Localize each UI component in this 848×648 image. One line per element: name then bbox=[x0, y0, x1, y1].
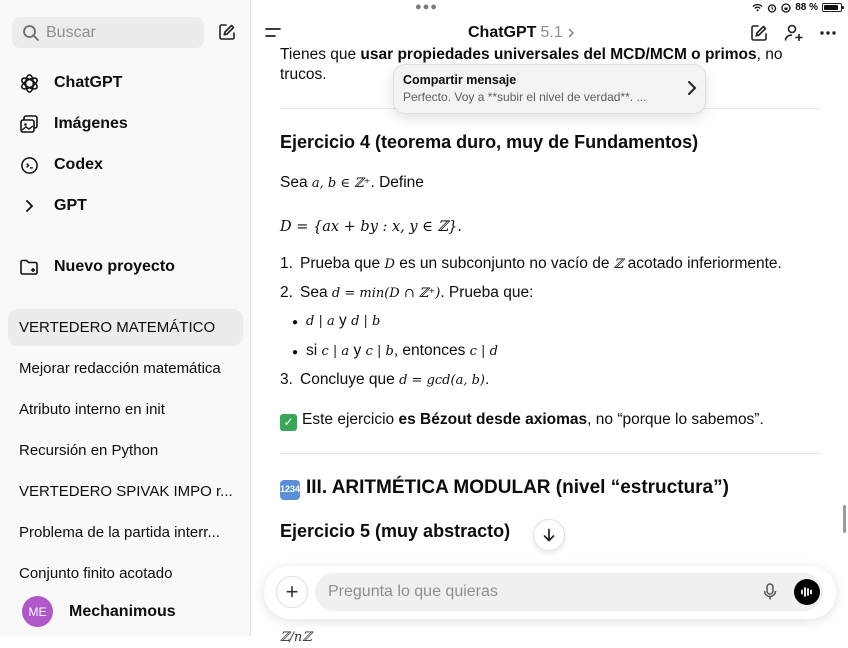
codex-icon bbox=[18, 154, 40, 176]
openai-logo-icon bbox=[18, 72, 40, 94]
model-selector[interactable] bbox=[468, 24, 575, 42]
text-span: , entonces bbox=[393, 342, 470, 359]
voice-mode-button[interactable] bbox=[794, 579, 820, 605]
math-inline: D bbox=[384, 257, 395, 272]
search-field[interactable] bbox=[12, 17, 204, 48]
sidebar-item-label: ChatGPT bbox=[54, 74, 123, 91]
more-icon[interactable] bbox=[820, 31, 836, 35]
section-3-heading bbox=[280, 477, 729, 500]
text-span: , no “porque lo sabemos”. bbox=[587, 411, 764, 428]
compose-icon[interactable] bbox=[750, 24, 768, 42]
chat-title: VERTEDERO MATEMÁTICO bbox=[19, 319, 216, 336]
text-span: , no bbox=[756, 46, 783, 63]
list-item bbox=[280, 284, 533, 302]
sidebar-item-label: GPT bbox=[54, 197, 87, 214]
text-span: Sea bbox=[300, 284, 332, 301]
text-span: . bbox=[484, 371, 490, 388]
waveform-icon bbox=[800, 586, 814, 598]
sidebar-item-label: Imágenes bbox=[54, 115, 128, 132]
model-version: 5.1 bbox=[540, 24, 563, 41]
math-inline: c | d bbox=[469, 344, 498, 359]
math-inline: d = min(D ∩ ℤ⁺) bbox=[331, 286, 441, 301]
battery-percent: 88 % bbox=[795, 2, 818, 13]
math-inline: ℤ/nℤ bbox=[280, 630, 312, 645]
numbers-emoji-icon: 1234 bbox=[280, 480, 300, 500]
exercise-5-heading: Ejercicio 5 (muy abstracto) bbox=[280, 521, 511, 541]
list-item bbox=[280, 371, 489, 389]
message-paragraph bbox=[280, 65, 327, 85]
chat-title: Conjunto finito acotado bbox=[19, 565, 173, 582]
app-title: ChatGPT bbox=[468, 24, 537, 41]
prompt-placeholder: Pregunta lo que quieras bbox=[328, 583, 498, 600]
search-placeholder: Buscar bbox=[46, 23, 96, 41]
list-item bbox=[292, 342, 498, 360]
text-span: acotado inferiormente. bbox=[623, 255, 782, 272]
chevron-right-icon bbox=[567, 27, 575, 39]
compose-icon bbox=[218, 23, 236, 41]
text-span: . Define bbox=[370, 174, 424, 191]
partial-text bbox=[280, 627, 312, 648]
text-span: . Prueba que: bbox=[440, 284, 534, 301]
text-span: Concluye que bbox=[300, 371, 400, 388]
share-message-popup[interactable] bbox=[393, 64, 706, 114]
topbar-actions bbox=[750, 24, 836, 42]
plus-icon: + bbox=[285, 579, 299, 604]
chat-item[interactable] bbox=[8, 350, 243, 387]
math-inline: c | b bbox=[365, 344, 394, 359]
search-icon bbox=[22, 24, 40, 42]
text-span: es un subconjunto no vacío de bbox=[394, 255, 614, 272]
images-icon bbox=[18, 113, 40, 135]
check-mark-icon: ✓ bbox=[280, 414, 297, 431]
chat-title: Atributo interno en init bbox=[19, 401, 165, 418]
arrow-down-icon bbox=[542, 528, 556, 542]
math-block bbox=[280, 217, 462, 237]
list-number: 2. bbox=[280, 284, 293, 301]
microphone-icon[interactable] bbox=[763, 583, 777, 601]
text-span: Sea bbox=[280, 174, 312, 191]
chat-item[interactable] bbox=[8, 514, 243, 551]
sidebar-item-images[interactable] bbox=[18, 112, 128, 136]
bold-text: es Bézout desde axiomas bbox=[398, 411, 588, 428]
scrollbar[interactable] bbox=[843, 505, 846, 533]
add-attachment-button[interactable] bbox=[276, 576, 308, 608]
text-span: Este ejercicio bbox=[302, 411, 399, 428]
chat-item[interactable] bbox=[8, 309, 243, 346]
sidebar-item-gpt[interactable] bbox=[18, 194, 87, 218]
sidebar-item-label: Nuevo proyecto bbox=[54, 258, 175, 275]
math-inline: d = gcd(a, b) bbox=[399, 373, 485, 388]
avatar: ME bbox=[22, 596, 53, 627]
sidebar bbox=[0, 0, 251, 636]
text-span: Prueba que bbox=[300, 255, 385, 272]
text-span: Tienes que bbox=[280, 46, 361, 63]
text-span: y bbox=[349, 342, 366, 359]
chevron-right-icon bbox=[18, 195, 40, 217]
chat-item[interactable] bbox=[8, 473, 243, 510]
user-name: Mechanimous bbox=[69, 602, 176, 620]
chat-item[interactable] bbox=[8, 391, 243, 428]
chat-item[interactable] bbox=[8, 555, 243, 592]
exercise-4-heading: Ejercicio 4 (teorema duro, muy de Fundamentos) bbox=[280, 132, 699, 152]
share-preview: Perfecto. Voy a **subir el nivel de verdad**. ... bbox=[403, 90, 647, 104]
user-profile[interactable] bbox=[22, 596, 176, 627]
math-inline: ℤ bbox=[613, 257, 624, 272]
math-inline: a, b ∈ ℤ⁺ bbox=[311, 176, 371, 191]
prompt-input[interactable] bbox=[315, 573, 823, 611]
bullet-icon: ● bbox=[292, 317, 299, 328]
bullet-icon: ● bbox=[292, 347, 299, 358]
list-number: 3. bbox=[280, 371, 293, 388]
divider bbox=[280, 453, 820, 454]
math-display: D = {ax + by : x, y ∈ ℤ}. bbox=[280, 219, 462, 235]
new-folder-icon bbox=[18, 256, 40, 278]
chat-item[interactable] bbox=[8, 432, 243, 469]
multitask-dots[interactable]: ●●● bbox=[415, 1, 438, 13]
bold-text: usar propiedades universales del MCD/MCM o primos bbox=[360, 46, 757, 63]
text-span: si bbox=[306, 342, 322, 359]
text-span: trucos. bbox=[280, 66, 327, 83]
chat-title: Mejorar redacción matemática bbox=[19, 360, 221, 377]
list-item bbox=[292, 312, 380, 330]
sidebar-item-chatgpt[interactable] bbox=[18, 71, 122, 95]
scroll-to-bottom-button[interactable] bbox=[533, 519, 565, 551]
chat-title: VERTEDERO SPIVAK IMPO r... bbox=[19, 483, 233, 500]
math-inline: c | a bbox=[321, 344, 350, 359]
menu-icon bbox=[265, 27, 281, 39]
chat-title: Recursión en Python bbox=[19, 442, 159, 459]
math-inline: d | b bbox=[351, 314, 381, 329]
chat-title: Problema de la partida interr... bbox=[19, 524, 220, 541]
sidebar-item-new-project[interactable] bbox=[18, 255, 175, 279]
sidebar-toggle-button[interactable] bbox=[265, 26, 281, 44]
math-inline: d | a bbox=[306, 314, 335, 329]
list-number: 1. bbox=[280, 255, 293, 272]
sidebar-item-label: Codex bbox=[54, 156, 103, 173]
new-chat-button[interactable] bbox=[218, 23, 238, 43]
text-span: y bbox=[334, 312, 352, 329]
composer bbox=[264, 566, 836, 619]
chevron-right-icon bbox=[687, 80, 697, 96]
list-item bbox=[280, 255, 782, 273]
add-person-icon[interactable] bbox=[784, 24, 804, 42]
message-paragraph bbox=[280, 410, 764, 431]
message-paragraph bbox=[280, 173, 424, 194]
message-paragraph bbox=[280, 45, 783, 65]
heading-text: III. ARITMÉTICA MODULAR (nivel “estructura”) bbox=[306, 477, 729, 498]
sidebar-item-codex[interactable] bbox=[18, 153, 103, 177]
share-title: Compartir mensaje bbox=[403, 73, 517, 87]
